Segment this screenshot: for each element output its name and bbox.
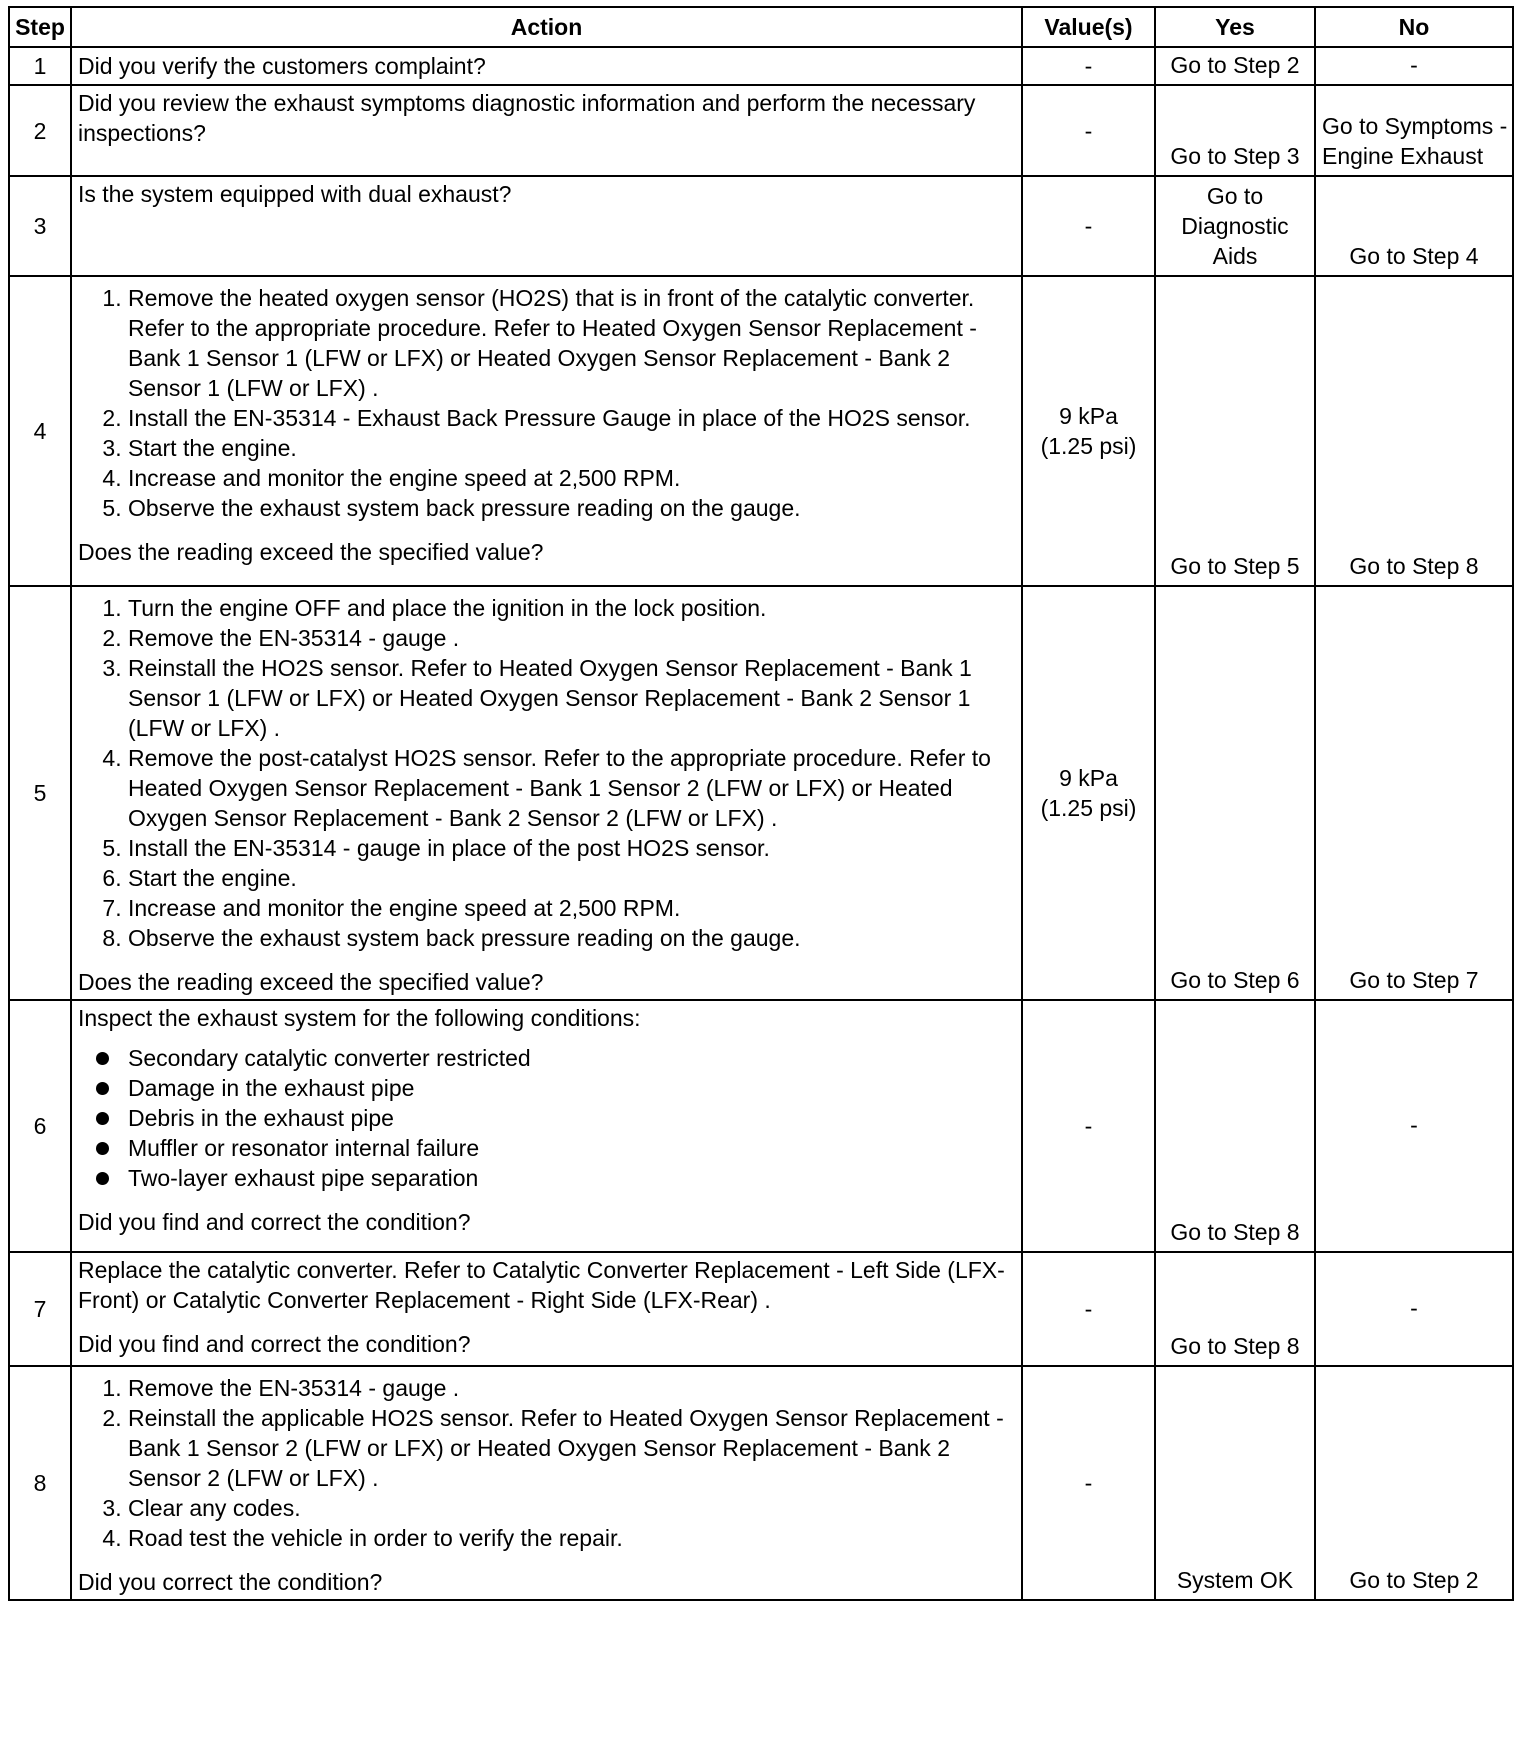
procedure-list [78,1373,1015,1553]
value-main: 9 kPa [1059,765,1118,791]
step-number: 6 [9,1000,71,1252]
value-cell: - [1022,1252,1155,1366]
value-cell: - [1022,85,1155,176]
step-number: 2 [9,85,71,176]
list-item: 3. Reinstall the HO2S sensor. Refer to Heated Oxygen Sensor Replacement - Bank 1 Sensor 1 (LFW or LFX) or Heated Oxygen Sensor Replacement - Bank 2 Sensor 1 (LFW or LFX) . [128,653,1015,743]
list-item: 3. Start the engine. [128,433,1015,463]
table-row [9,1252,1513,1366]
value-cell: - [1022,1000,1155,1252]
question-text: Did you correct the condition? [78,1569,383,1595]
header-row [9,7,1513,47]
value-cell: - [1022,47,1155,85]
action-cell [71,1252,1022,1366]
conditions-list [78,1043,1015,1193]
value-sub: (1.25 psi) [1040,433,1137,459]
yes-result: Go to Step 2 [1155,47,1315,85]
table-row [9,1366,1513,1600]
list-item: 1. Remove the EN-35314 - gauge . [128,1373,1015,1403]
table-row [9,85,1513,176]
table-row [9,47,1513,85]
no-result: - [1315,47,1513,85]
list-item: 2. Reinstall the applicable HO2S sensor. Refer to Heated Oxygen Sensor Replacement - Bank 1 Sensor 2 (LFW or LFX) or Heated Oxygen Sensor Replacement - Bank 2 Sensor 2 (LFW or LFX) . [128,1403,1015,1493]
procedure-list [78,593,1015,953]
no-result: Go to Symptoms - Engine Exhaust [1315,85,1513,176]
step-number: 5 [9,586,71,1000]
list-item: 2. Install the EN-35314 - Exhaust Back Pressure Gauge in place of the HO2S sensor. [128,403,1015,433]
value-cell: - [1022,176,1155,276]
list-item: 8. Observe the exhaust system back pressure reading on the gauge. [128,923,1015,953]
diagnostic-table [8,6,1514,1601]
list-item: Muffler or resonator internal failure [128,1133,1015,1163]
yes-result: System OK [1155,1366,1315,1600]
yes-result: Go to Step 3 [1155,85,1315,176]
table-row [9,1000,1513,1252]
table-row [9,276,1513,586]
step-number: 1 [9,47,71,85]
list-item: 4. Road test the vehicle in order to verify the repair. [128,1523,1015,1553]
step-number: 3 [9,176,71,276]
procedure-list [78,283,1015,523]
no-result: Go to Step 8 [1315,276,1513,586]
table-row [9,586,1513,1000]
list-item: 4. Remove the post-catalyst HO2S sensor. Refer to the appropriate procedure. Refer to Heated Oxygen Sensor Replacement - Bank 1 Sensor 2 (LFW or LFX) or Heated Oxygen Sensor Replacement - Bank 2 Sensor 2 (LFW or LFX) . [128,743,1015,833]
value-main: 9 kPa [1059,403,1118,429]
value-cell: - [1022,1366,1155,1600]
list-item: 6. Start the engine. [128,863,1015,893]
header-values: Value(s) [1022,7,1155,47]
step-number: 7 [9,1252,71,1366]
yes-result: Go to Step 8 [1155,1000,1315,1252]
list-item: Secondary catalytic converter restricted [128,1043,1015,1073]
action-cell [71,276,1022,586]
value-cell [1022,586,1155,1000]
list-item: Debris in the exhaust pipe [128,1103,1015,1133]
value-cell [1022,276,1155,586]
list-item: 1. Remove the heated oxygen sensor (HO2S) that is in front of the catalytic converter. Refer to the appropriate procedure. Refer to Heated Oxygen Sensor Replacement - Bank 1 Sensor 1 (LFW or LFX) or Heated Oxygen Sensor Replacement - Bank 2 Sensor 1 (LFW or LFX) . [128,283,1015,403]
list-item: 4. Increase and monitor the engine speed at 2,500 RPM. [128,463,1015,493]
no-result: Go to Step 4 [1315,176,1513,276]
action-text: Did you review the exhaust symptoms diagnostic information and perform the necessary inspections? [71,85,1022,176]
list-item: Two-layer exhaust pipe separation [128,1163,1015,1193]
list-item: 1. Turn the engine OFF and place the ignition in the lock position. [128,593,1015,623]
yes-result: Go to Step 8 [1155,1252,1315,1366]
list-item: Damage in the exhaust pipe [128,1073,1015,1103]
yes-result: Go to Step 5 [1155,276,1315,586]
action-text: Is the system equipped with dual exhaust? [71,176,1022,276]
header-step: Step [9,7,71,47]
question-text: Does the reading exceed the specified value? [78,539,544,565]
value-sub: (1.25 psi) [1040,795,1137,821]
no-result: Go to Step 7 [1315,586,1513,1000]
list-item: 5. Install the EN-35314 - gauge in place of the post HO2S sensor. [128,833,1015,863]
action-text: Did you verify the customers complaint? [71,47,1022,85]
action-cell [71,1366,1022,1600]
list-item: 7. Increase and monitor the engine speed at 2,500 RPM. [128,893,1015,923]
yes-result: Go to Step 6 [1155,586,1315,1000]
action-intro: Replace the catalytic converter. Refer to Catalytic Converter Replacement - Left Side (LFX-Front) or Catalytic Converter Replacement - Right Side (LFX-Rear) . [78,1257,1005,1313]
action-cell [71,586,1022,1000]
header-yes: Yes [1155,7,1315,47]
no-result: Go to Step 2 [1315,1366,1513,1600]
header-action: Action [71,7,1022,47]
no-result: - [1315,1252,1513,1366]
step-number: 4 [9,276,71,586]
list-item: 2. Remove the EN-35314 - gauge . [128,623,1015,653]
list-item: 5. Observe the exhaust system back pressure reading on the gauge. [128,493,1015,523]
question-text: Did you find and correct the condition? [78,1331,471,1357]
no-result: - [1315,1000,1513,1252]
yes-result: Go to Diagnostic Aids [1155,176,1315,276]
step-number: 8 [9,1366,71,1600]
action-intro: Inspect the exhaust system for the following conditions: [78,1005,641,1031]
action-cell [71,1000,1022,1252]
question-text: Did you find and correct the condition? [78,1209,471,1235]
table-row [9,176,1513,276]
list-item: 3. Clear any codes. [128,1493,1015,1523]
header-no: No [1315,7,1513,47]
question-text: Does the reading exceed the specified value? [78,969,544,995]
